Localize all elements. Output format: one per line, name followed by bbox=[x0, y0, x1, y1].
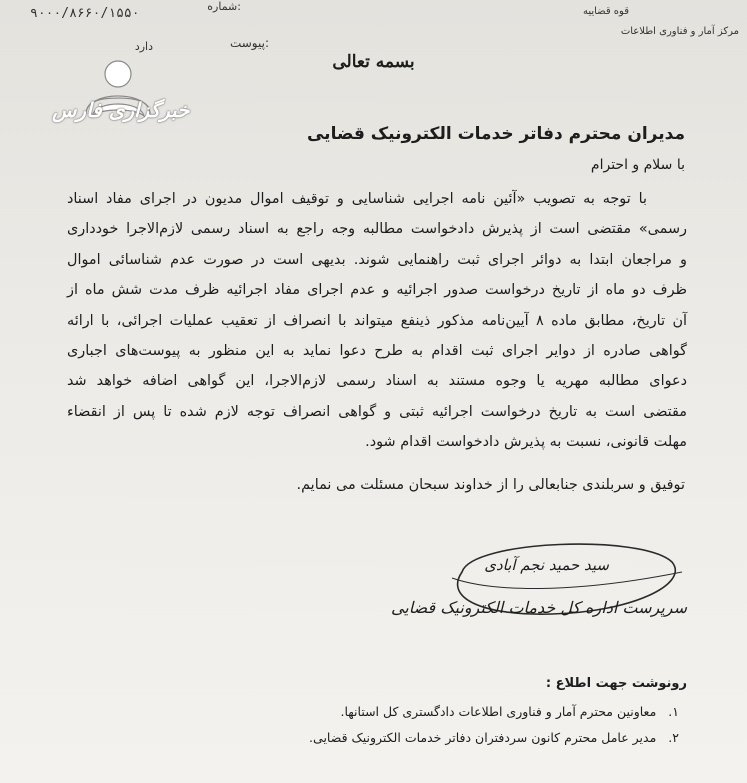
body-line: با توجه به تصویب «آئین نامه اجرایی شناسایی و توقیف اموال مدیون در اجرای مفاد اسناد bbox=[67, 191, 647, 207]
watermark-text: خبرگزاری فارس bbox=[52, 98, 190, 122]
body-line: مهلت قانونی، نسبت به پذیرش دادخواست اقدام شود. bbox=[365, 434, 687, 451]
letter-body bbox=[67, 184, 687, 458]
attachment-label: پیوست: bbox=[229, 36, 269, 50]
body-line: ظرف دو ماه از تاریخ درخواست صدور اجرائیه و عدم اجرای مفاد اجرائیه ظرف مدت شش ماه از bbox=[67, 282, 687, 299]
closing-line: توفیق و سربلندی جنابعالی را از خداوند سبحان مسئلت می نمایم. bbox=[296, 477, 685, 493]
signatory-name: سید حمید نجم آبادی bbox=[484, 556, 609, 574]
cc-item-number: ۱. bbox=[668, 704, 679, 719]
cc-heading: رونوشت جهت اطلاع : bbox=[545, 676, 687, 691]
body-line: مقتضی است به تاریخ درخواست اجرائیه ثبتی و گواهی انصراف توجه لازم شده تا پس از انقضاء bbox=[67, 403, 687, 420]
attachment-value: دارد bbox=[134, 40, 153, 53]
org-line-2: مرکز آمار و فناوری اطلاعات bbox=[620, 26, 739, 37]
letter-number: ۹۰۰۰/۸۶۶۰/۱۵۵۰ bbox=[30, 6, 140, 21]
body-line: و مراجعان ابتدا به دوائر اجرای ثبت راهنمایی شوند. بدیهی است در صورت عدم شناسائی اموال bbox=[67, 251, 687, 268]
body-line: رسمی» مقتضی است از پذیرش دادخواست مطالبه وجه راجع به اسناد رسمی لازم‌الاجرا خودداری bbox=[67, 221, 687, 238]
org-line-1: قوه قضاییه bbox=[582, 6, 629, 17]
body-line: دعوای مطالبه مهریه یا وجوه مستند به اسناد رسمی لازم‌الاجرا، این گواهی اضافه خواهد شد bbox=[67, 373, 687, 390]
signatory-title: سرپرست اداره کل خدمات الکترونیک قضایی bbox=[390, 598, 687, 617]
basmala-heading: بسمه تعالی bbox=[332, 52, 415, 72]
greeting: با سلام و احترام bbox=[590, 157, 685, 173]
body-line: آن تاریخ، مطابق ماده ۸ آیین‌نامه مذکور ذینفع میتواند با انصراف از تعقیب عملیات اجرائی، با ارائه bbox=[67, 312, 688, 329]
cc-item-number: ۲. bbox=[668, 730, 679, 745]
cc-item bbox=[340, 704, 679, 719]
number-label: شماره: bbox=[207, 0, 241, 13]
cc-item-text: معاونین محترم آمار و فناوری اطلاعات دادگستری کل استانها. bbox=[340, 704, 657, 719]
cc-item-text: مدیر عامل محترم کانون سردفتران دفاتر خدمات الکترونیک قضایی. bbox=[309, 730, 657, 745]
addressee: مدیران محترم دفاتر خدمات الکترونیک قضایی bbox=[306, 124, 685, 144]
cc-item bbox=[309, 730, 679, 745]
body-line: گواهی صادره از دوایر اجرای ثبت اقدام به طرح دعوا نماید به این منظور به پیوست‌های اجباری bbox=[67, 342, 687, 359]
